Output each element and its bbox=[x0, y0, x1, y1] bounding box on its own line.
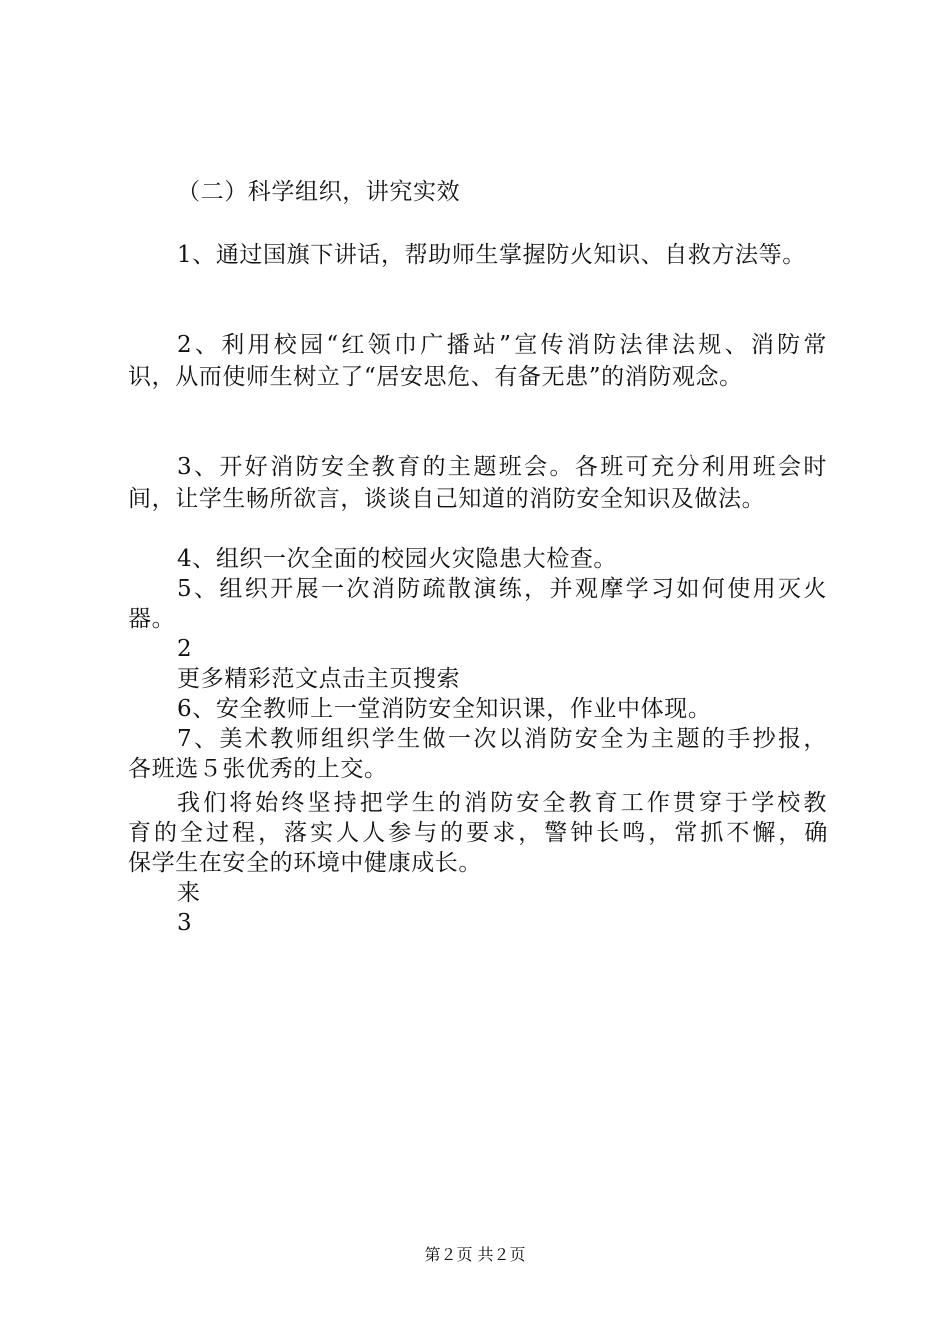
promo-text: 更多精彩范文点击主页搜索 bbox=[177, 666, 461, 692]
section-heading: （二）科学组织，讲究实效 bbox=[177, 179, 461, 205]
item-3-line-2: 间，让学生畅所欲言，谈谈自己知道的消防安全知识及做法。 bbox=[128, 486, 766, 512]
item-2-line-2: 识，从而使师生树立了“居安思危、有备无患”的消防观念。 bbox=[128, 364, 743, 390]
item-3-line-1: 3、开好消防安全教育的主题班会。各班可充分利用班会时 bbox=[177, 454, 827, 480]
closing-line-2: 育的全过程，落实人人参与的要求，警钟长鸣，常抓不懈，确 bbox=[128, 820, 828, 846]
closing-line-3: 保学生在安全的环境中健康成长。 bbox=[128, 850, 482, 876]
item-7-line-2: 各班选５张优秀的上交。 bbox=[128, 756, 388, 782]
item-4: 4、组织一次全面的校园火灾隐患大检查。 bbox=[177, 546, 618, 572]
item-1: 1、通过国旗下讲话，帮助师生掌握防火知识、自救方法等。 bbox=[177, 242, 806, 268]
item-7-line-1: 7、美术教师组织学生做一次以消防安全为主题的手抄报， bbox=[177, 726, 827, 752]
item-6: 6、安全教师上一堂消防安全知识课，作业中体现。 bbox=[177, 696, 712, 722]
closing-line-1: 我们将始终坚持把学生的消防安全教育工作贯穿于学校教 bbox=[177, 790, 827, 816]
item-2-line-1: 2、利用校园“红领巾广播站”宣传消防法律法规、消防常 bbox=[177, 332, 827, 358]
page-footer: 第２页 共２页 bbox=[424, 1245, 526, 1264]
page-marker-3: 3 bbox=[177, 910, 193, 936]
item-5-line-1: 5、组织开展一次消防疏散演练，并观摩学习如何使用灭火 bbox=[177, 576, 827, 602]
item-5-line-2: 器。 bbox=[128, 606, 176, 632]
page-marker-2: 2 bbox=[177, 636, 193, 662]
trailing-char: 来 bbox=[177, 880, 201, 906]
